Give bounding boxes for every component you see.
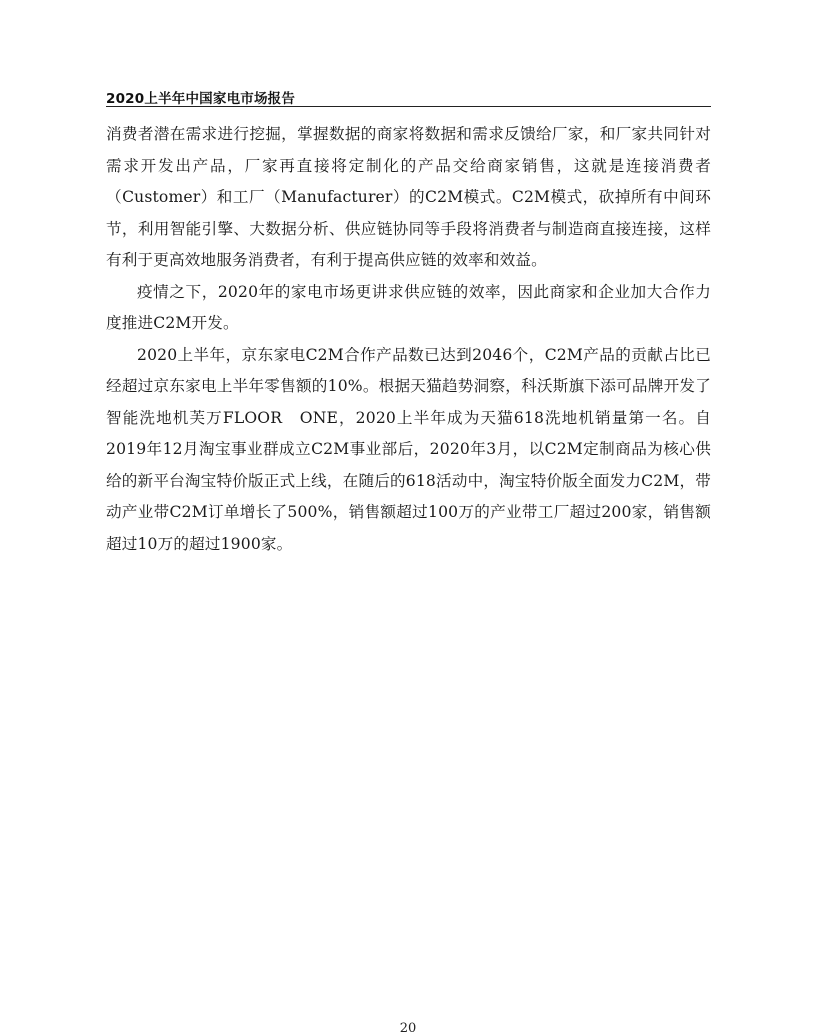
body-text bbox=[106, 119, 711, 560]
paragraph-c2m-results: 2020上半年，京东家电C2M合作产品数已达到2046个，C2M产品的贡献占比已经超过京东家电上半年零售额的10%。根据天猫趋势洞察，科沃斯旗下添可品牌开发了智能洗地机芙万FLOOR ONE，2020上半年成为天猫618洗地机销量第一名。自2019年12月淘宝事业群成立C2M事业部后，2020年3月，以C2M定制商品为核心供给的新平台淘宝特价版正式上线，在随后的618活动中，淘宝特价版全面发力C2M，带动产业带C2M订单增长了500%，销售额超过100万的产业带工厂超过200家，销售额超过10万的超过1900家。 bbox=[106, 345, 711, 553]
header-rule bbox=[106, 106, 711, 107]
running-header-title: 2020上半年中国家电市场报告 bbox=[106, 91, 296, 107]
paragraph-c2m-definition: 消费者潜在需求进行挖掘，掌握数据的商家将数据和需求反馈给厂家，和厂家共同针对需求开发出产品，厂家再直接将定制化的产品交给商家销售，这就是连接消费者（Customer）和工厂（Manufacturer）的C2M模式。C2M模式，砍掉所有中间环节，利用智能引擎、大数据分析、供应链协同等手段将消费者与制造商直接连接，这样有利于更高效地服务消费者，有利于提高供应链的效率和效益。 bbox=[106, 125, 711, 269]
paragraph-pandemic-supply-chain: 疫情之下，2020年的家电市场更讲求供应链的效率，因此商家和企业加大合作力度推进C2M开发。 bbox=[106, 282, 711, 332]
page-number: 20 bbox=[399, 1021, 417, 1036]
